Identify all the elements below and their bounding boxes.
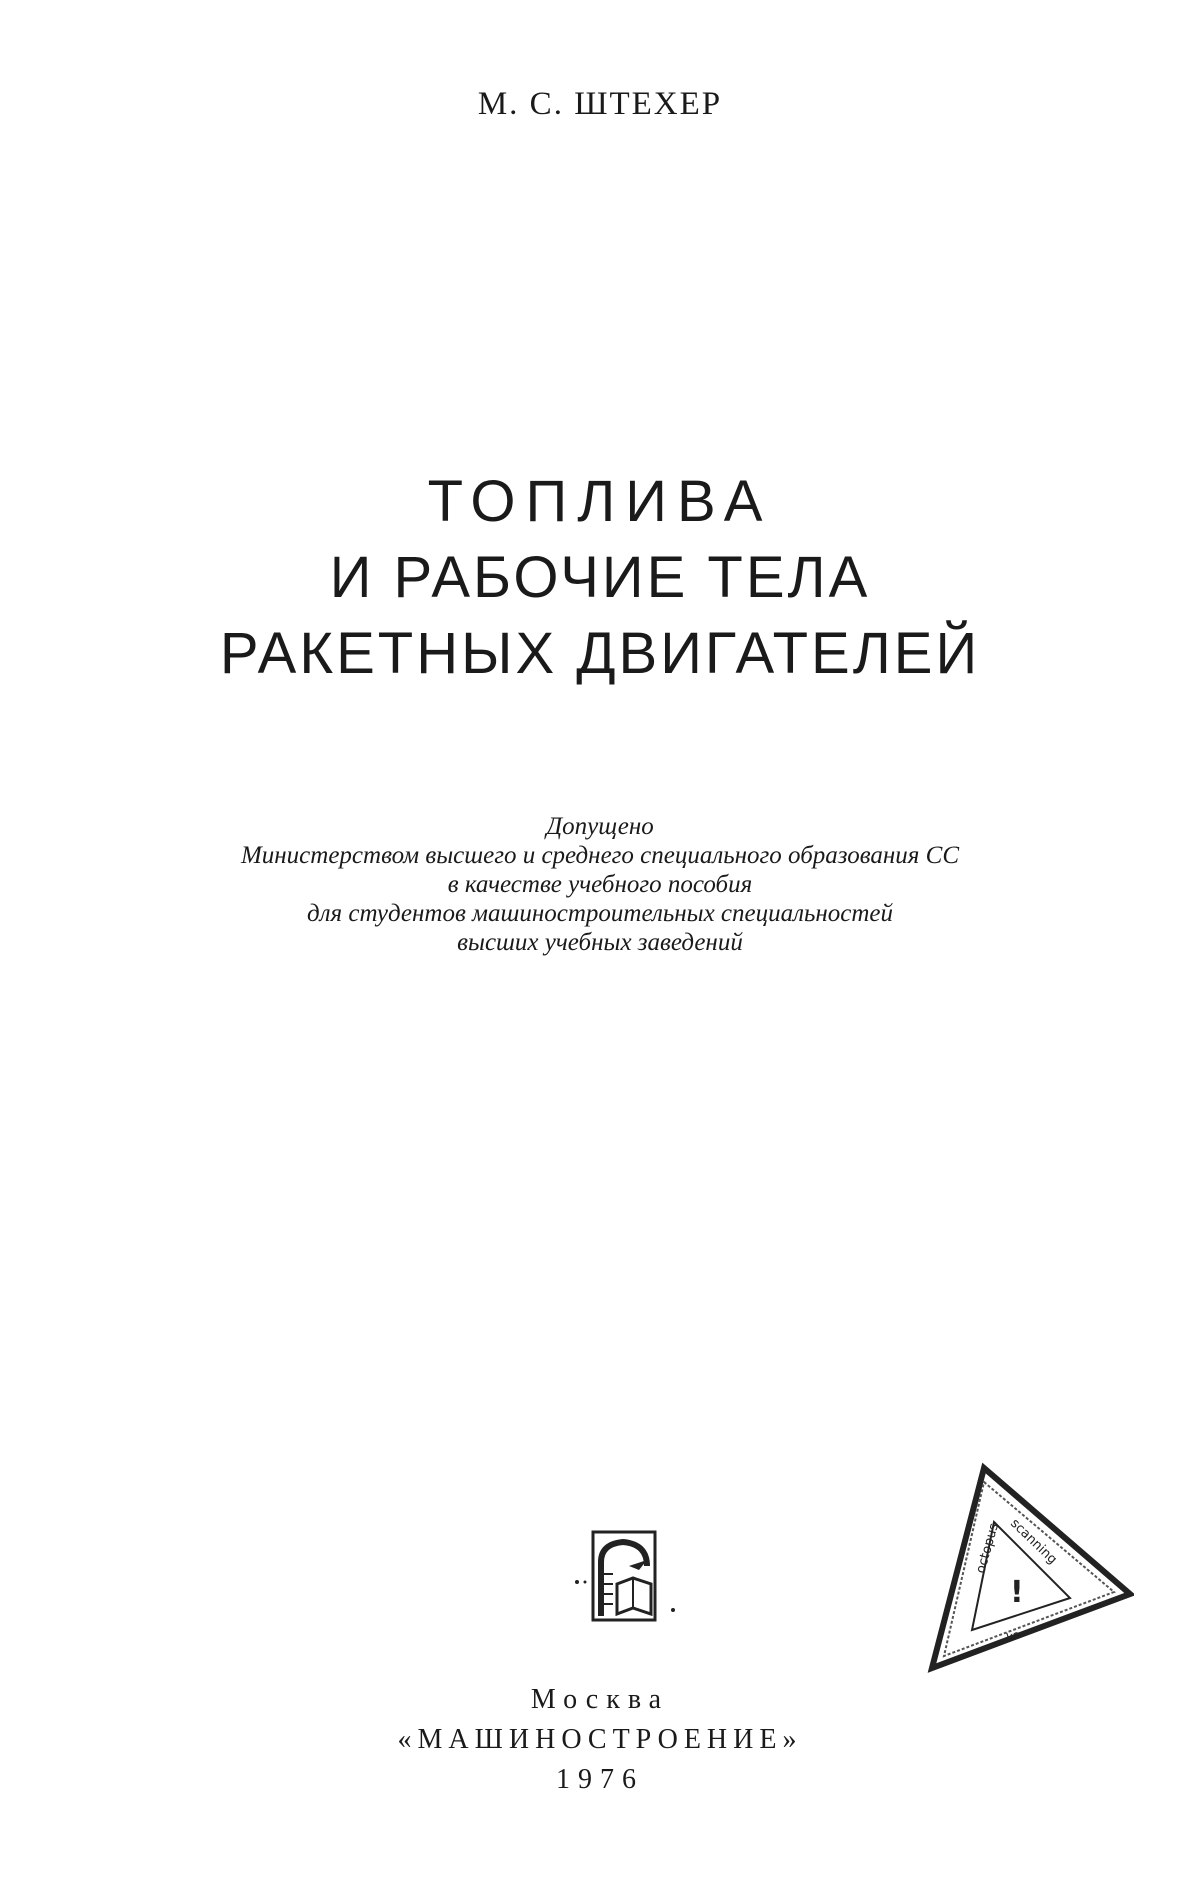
publisher-logo-icon	[573, 1522, 683, 1630]
approval-notice	[0, 812, 1200, 957]
stamp-text-bottom: ka	[1004, 1627, 1023, 1645]
approval-line-2: Министерством высшего и среднего специального образования СС	[240, 842, 960, 869]
title-line-1: ТОПЛИВА	[427, 469, 773, 534]
title-line-3: РАКЕТНЫХ ДВИГАТЕЛЕЙ	[219, 621, 981, 686]
imprint-city: Москва	[530, 1684, 670, 1715]
title-line-2: И РАБОЧИЕ ТЕЛА	[329, 545, 871, 610]
scan-stamp-icon	[904, 1462, 1134, 1692]
imprint-year: 1976	[556, 1764, 644, 1795]
book-title	[0, 464, 1200, 692]
approval-line-5: высших учебных заведений	[457, 929, 743, 956]
imprint	[0, 1680, 1200, 1800]
stamp-center-mark: !	[1010, 1575, 1024, 1610]
stamp-text-left: octopus	[973, 1521, 1003, 1576]
approval-line-1: Допущено	[546, 813, 654, 840]
approval-line-4: для студентов машиностроительных специальностей	[306, 900, 894, 927]
author-name: М. С. ШТЕХЕР	[477, 86, 723, 122]
stamp-text-top: scanning	[1007, 1516, 1060, 1568]
imprint-publisher: «МАШИНОСТРОЕНИЕ»	[397, 1724, 803, 1755]
approval-line-3: в качестве учебного пособия	[447, 871, 753, 898]
